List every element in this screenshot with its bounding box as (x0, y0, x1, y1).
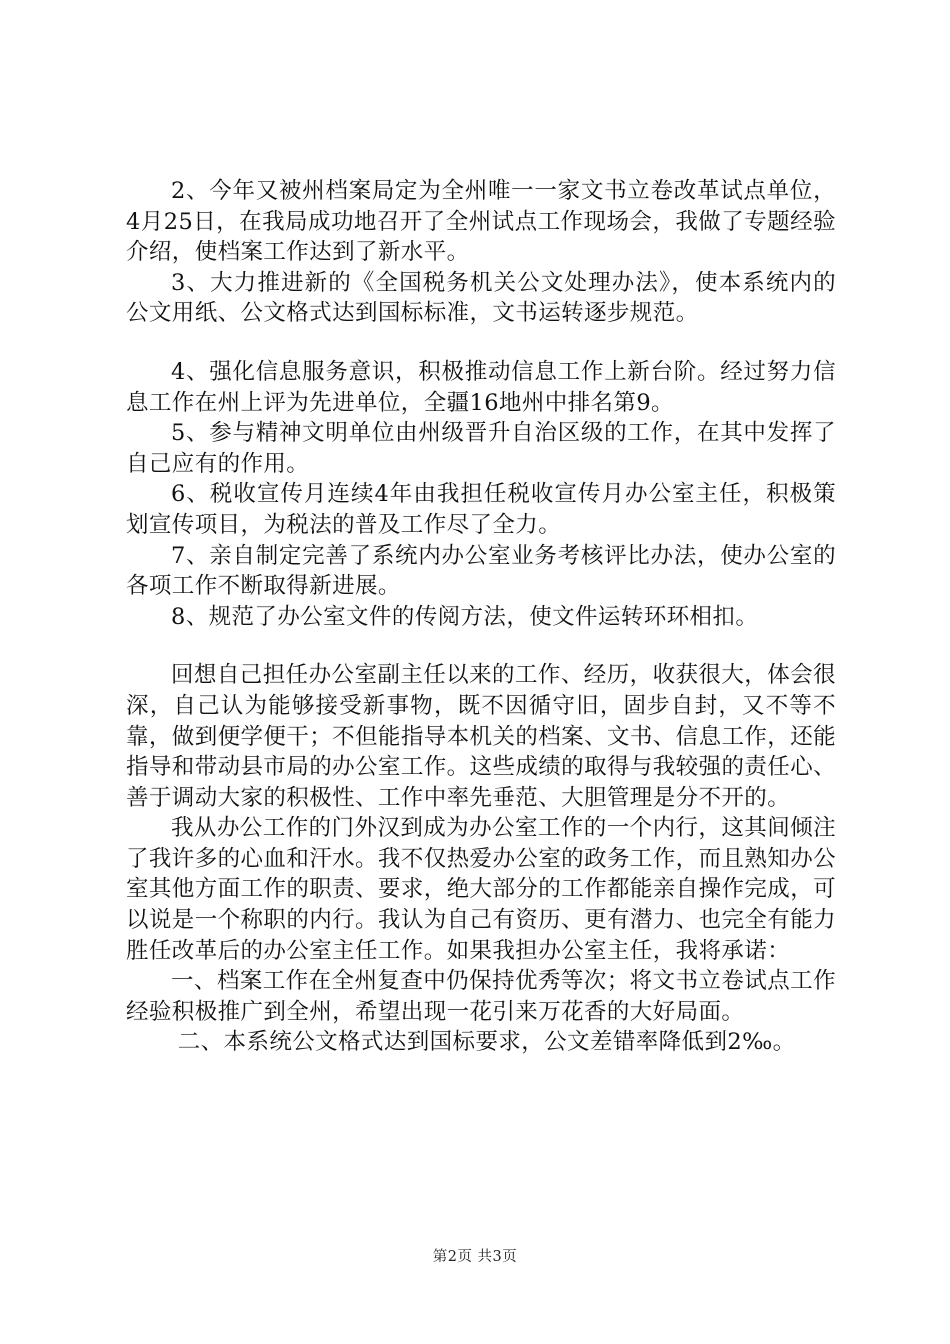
paragraph-commitment-2: 二、本系统公文格式达到国标要求，公文差错率降低到2‰。 (177, 1029, 796, 1056)
page-footer: 第2页 共3页 (432, 1249, 518, 1265)
paragraph-item-4: 4、强化信息服务意识，积极推动信息工作上新台阶。经过努力信息工作在州上评为先进单位，全疆16地州中排名第9。 (126, 358, 836, 416)
paragraph-experience: 我从办公工作的门外汉到成为办公室工作的一个内行，这其间倾注了我许多的心血和汗水。我不仅热爱办公室的政务工作，而且熟知办公室其他方面工作的职责、要求，绝大部分的工作都能亲自操作完成，可以说是一个称职的内行。我认为自己有资历、更有潜力、也完全有能力胜任改革后的办公室主任工作。如果我担办公室主任，我将承诺： (126, 815, 836, 964)
paragraph-commitment-1: 一、档案工作在全州复查中仍保持优秀等次；将文书立卷试点工作经验积极推广到全州，希望出现一花引来万花香的大好局面。 (126, 968, 836, 1025)
paragraph-item-3: 3、大力推进新的《全国税务机关公文处理办法》，使本系统内的公文用纸、公文格式达到国标标准，文书运转逐步规范。 (126, 269, 836, 327)
document-body (126, 176, 836, 1058)
paragraph-item-7: 7、亲自制定完善了系统内办公室业务考核评比办法，使办公室的各项工作不断取得新进展。 (126, 542, 836, 600)
paragraph-item-5: 5、参与精神文明单位由州级晋升自治区级的工作，在其中发挥了自己应有的作用。 (126, 420, 836, 477)
paragraph-gap (126, 632, 836, 660)
paragraph-reflection: 回想自己担任办公室副主任以来的工作、经历，收获很大，体会很深，自己认为能够接受新事物，既不因循守旧，固步自封，又不等不靠，做到便学便干；不但能指导本机关的档案、文书、信息工作，还能指导和带动县市局的办公室工作。这些成绩的取得与我较强的责任心、善于调动大家的积极性、工作中率先垂范、大胆管理是分不开的。 (126, 662, 836, 811)
paragraph-item-6: 6、税收宣传月连续4年由我担任税收宣传月办公室主任，积极策划宣传项目，为税法的普及工作尽了全力。 (126, 481, 836, 538)
paragraph-item-2: 2、今年又被州档案局定为全州唯一一家文书立卷改革试点单位，4月25日，在我局成功地召开了全州试点工作现场会，我做了专题经验介绍，使档案工作达到了新水平。 (126, 178, 836, 266)
paragraph-item-8: 8、规范了办公室文件的传阅方法，使文件运转环环相扣。 (171, 603, 759, 630)
paragraph-gap (126, 329, 836, 357)
